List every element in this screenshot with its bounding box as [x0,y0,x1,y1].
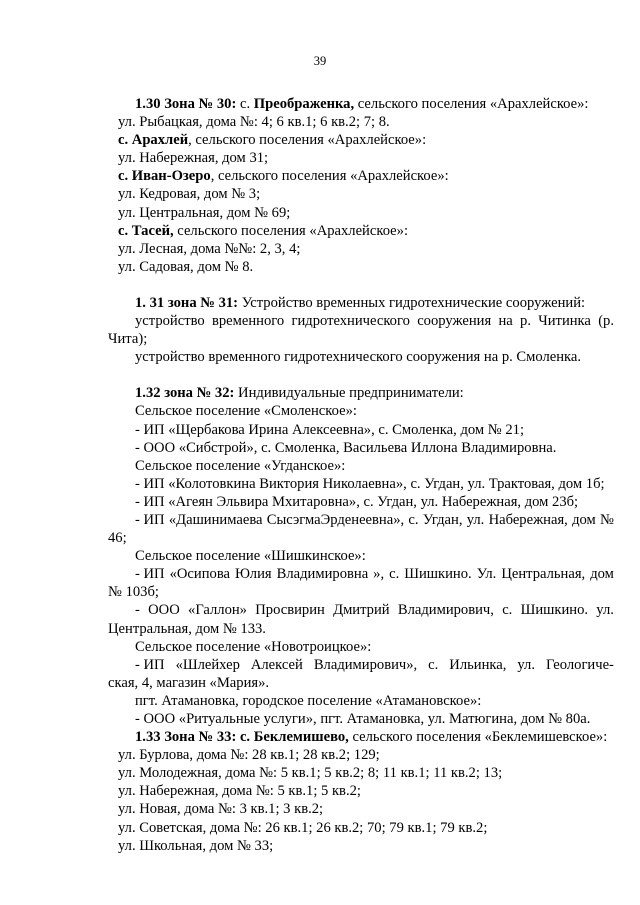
address-line: ул. Советская, дома №: 26 кв.1; 26 кв.2; 70; 79 кв.1; 79 кв.2; [118,819,488,836]
word: «Осипова [169,566,230,583]
heading-text: Устройство временных гидротехнические сооружений: [238,294,586,311]
word: - [135,602,140,619]
heading-text: сельского поселения «Арахлейское»: [173,222,409,239]
entrepreneur-line: - ИП «Агеян Эльвира Мхитаровна», с. Угдан, ул. Набережная, дом 23б; [135,493,579,510]
heading-text: сельского поселения «Арахлейское»: [354,96,589,112]
address-line: ул. Кедровая, дом № 3; [118,186,261,203]
continuation-line: Центральная, дом № 133. [108,620,266,637]
entrepreneur-line: - ИП «Щербакова Ирина Алексеевна», с. Смоленка, дом № 21; [135,421,524,438]
word: Шишкино. [520,602,589,619]
word: с. [408,511,419,528]
word: (р. [598,313,614,330]
justified-line [108,656,614,674]
address-line: ул. Набережная, дома №: 5 кв.1; 5 кв.2; [118,783,361,800]
heading-text: Индивидуальные предприниматели: [234,385,464,402]
continuation-line: 46; [108,530,127,547]
word: - ИП [135,656,165,673]
word: с. [428,656,439,673]
settlement-heading: Сельское поселение «Угданское»: [135,457,346,474]
heading-text: , сельского поселения «Арахлейское»: [188,132,427,149]
village-name: с. Иван-Озеро [118,168,211,185]
settlement-heading: пгт. Атамановка, городское поселение «Атамановское»: [135,692,482,709]
continuation-line: Чита); [108,331,148,348]
address-line: ул. Лесная, дома №№: 2, 3, 4; [118,240,301,257]
continuation-line: ская, 4, магазин «Мария». [108,674,270,691]
settlement-heading: Сельское поселение «Смоленское»: [135,403,357,420]
village-heading [108,222,614,240]
word: гидротехнического [291,313,410,330]
village-name: Преображенка, [253,96,355,112]
address-line: ул. Центральная, дом № 69; [118,204,291,221]
address-line: ул. Молодежная, дома №: 5 кв.1; 5 кв.2; 8; 11 кв.1; 11 кв.2; 13; [118,765,503,782]
word: Шишкино. [404,566,472,583]
word: Владимирович», [313,656,418,673]
word: сооружения [417,313,492,330]
village-name: с. Арахлей [118,132,189,149]
word: «Галлон» [188,602,247,619]
zone-label: 1. 31 зона № 31: [135,294,239,311]
address-line: ул. Рыбацкая, дома №: 4; 6 кв.1; 6 кв.2; 7; 8. [118,114,390,131]
word: устройство [135,313,205,330]
word: Ул. [476,566,497,583]
word: Центральная, [501,566,586,583]
address-line: ул. Школьная, дом № 33; [118,837,274,854]
entrepreneur-line: - ООО «Сибстрой», с. Смоленка, Васильева Иллона Владимировна. [135,439,557,456]
continuation-line: № 103б; [108,584,159,601]
zone-30-heading [108,95,614,113]
word: «Шлейхер [175,656,240,673]
address-line: ул. Набережная, дом 31; [118,150,269,167]
word: СысэгмаЭрденеевна», [266,511,405,528]
word: ООО [148,602,180,619]
word: на [498,313,513,330]
village-name: с. Тасей, [118,222,174,239]
word: дом [590,566,614,583]
zone-32-heading [108,384,614,402]
address-line: ул. Новая, дома №: 3 кв.1; 3 кв.2; [118,801,324,818]
word: р. [520,313,531,330]
word: с. [389,566,400,583]
address-line: ул. Бурлова, дома №: 28 кв.1; 28 кв.2; 129; [118,747,380,764]
zone-label: 1.33 Зона № 33: с. Беклемишево, [135,729,349,746]
entrepreneur-line: - ИП «Колотовкина Виктория Николаевна», с. Угдан, ул. Трактовая, дом 1б; [135,475,605,492]
word: Просвирин [255,602,325,619]
village-heading [108,167,614,185]
word: - ИП [135,566,165,583]
settlement-heading: Сельское поселение «Шишкинское»: [135,548,366,565]
word: временного [211,313,285,330]
word: », [373,566,385,583]
word: - ИП [135,511,165,528]
heading-text: с. [236,96,254,112]
word: ул. [466,511,485,528]
word: Угдан, [422,511,463,528]
word: ул. [596,602,614,619]
word: дом [572,511,596,528]
word: Набережная, [488,511,568,528]
word: Геологиче- [545,656,614,673]
document-body [108,95,614,855]
village-heading [108,131,614,149]
word: № [600,511,614,528]
justified-line [108,565,614,583]
page-number: 39 [313,54,327,68]
settlement-heading: Сельское поселение «Новотроицкое»: [135,638,372,655]
word: «Дашинимаева [168,511,263,528]
entrepreneur-line: - ООО «Ритуальные услуги», пгт. Атамановка, ул. Матюгина, дом № 80а. [135,711,591,727]
address-line: ул. Садовая, дом № 8. [118,258,254,275]
word: с. [502,602,513,619]
justified-line [108,312,614,330]
zone-33-heading [108,728,614,746]
zone-31-heading [108,294,614,312]
word: Ильинка, [449,656,507,673]
zone-label: 1.32 зона № 32: [135,385,235,402]
text-line: устройство временного гидротехнического сооружения на р. Смоленка. [135,349,582,366]
zone-label: 1.30 Зона № 30: [135,96,237,112]
word: Читинка [538,313,591,330]
word: Алексей [250,656,303,673]
justified-line [108,511,614,529]
heading-text: , сельского поселения «Арахлейское»: [210,168,449,185]
word: Юлия [235,566,272,583]
justified-line [108,601,614,619]
word: Владимирович, [397,602,494,619]
word: ул. [517,656,535,673]
word: Дмитрий [333,602,390,619]
heading-text: сельского поселения «Беклемишевское»: [348,729,608,746]
word: Владимировна [276,566,369,583]
